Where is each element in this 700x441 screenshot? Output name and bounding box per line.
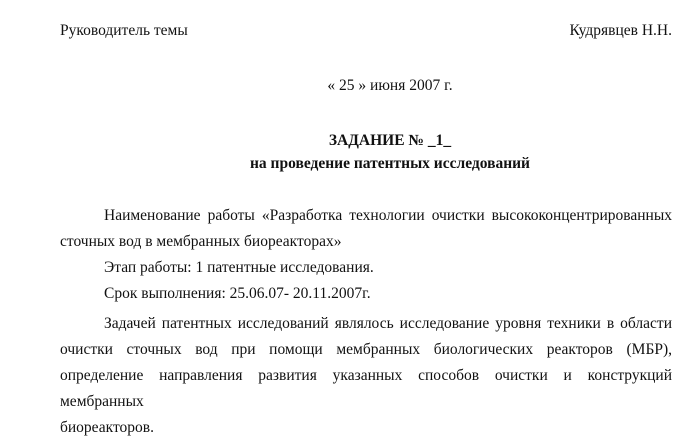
- work-stage: Этап работы: 1 патентные исследования.: [104, 259, 374, 276]
- task-subtitle: на проведение патентных исследований: [249, 155, 530, 172]
- work-name-line: сточных вод в мембранных биореакторах»: [60, 233, 342, 250]
- work-name-line: Наименование работы «Разработка технологии очистки высококонцентрированных: [104, 207, 672, 224]
- task-goal-line: определение направления развития указанных способов очистки и конструкций мембранных: [60, 367, 672, 410]
- task-goal-line: Задачей патентных исследований являлось исследование уровня техники в области: [104, 315, 672, 332]
- task-goal-line: очистки сточных вод при помощи мембранных биологических реакторов (МБР),: [60, 341, 672, 358]
- work-name-paragraph: [60, 203, 672, 255]
- document-date: « 25 » июня 2007 г.: [327, 77, 453, 94]
- task-goal-line: биореакторов.: [60, 419, 154, 436]
- supervisor-name: Кудрявцев Н.Н.: [569, 22, 672, 39]
- supervisor-label: Руководитель темы: [60, 22, 188, 39]
- work-term: Срок выполнения: 25.06.07- 20.11.2007г.: [104, 285, 371, 302]
- task-title: ЗАДАНИЕ № _1_: [328, 132, 452, 149]
- task-goal-paragraph: [60, 311, 672, 441]
